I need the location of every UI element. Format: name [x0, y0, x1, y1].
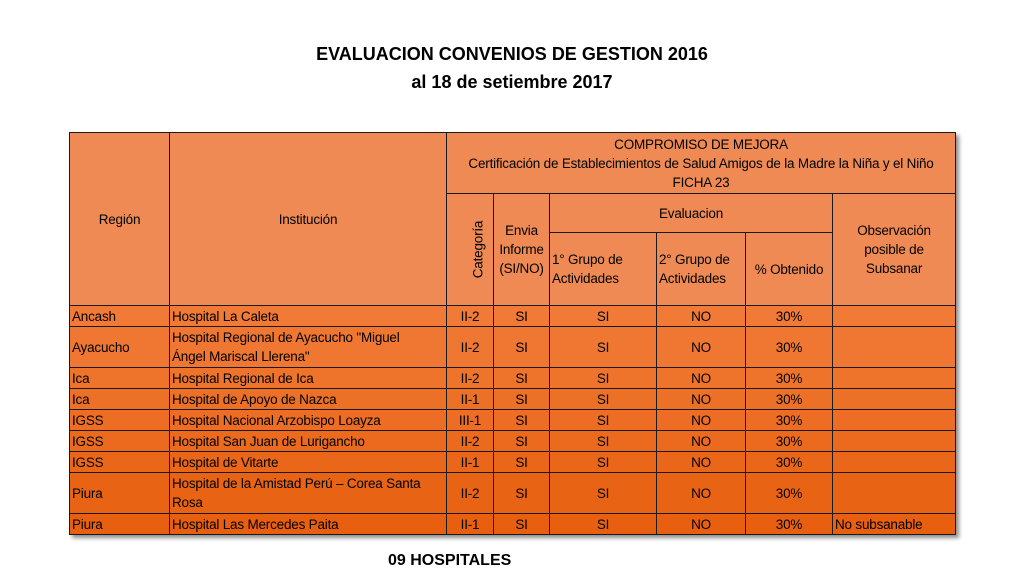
cell-institucion-line1: Hospital San Juan de Lurigancho [172, 433, 365, 449]
table-row [70, 368, 956, 389]
cell-obtenido: 30% [746, 306, 833, 327]
cell-categoria: II-2 [447, 368, 494, 389]
cell-envia: SI [494, 368, 550, 389]
header-observacion-line3: Subsanar [865, 261, 923, 276]
cell-grupo2: NO [657, 452, 746, 473]
cell-observacion [833, 473, 956, 514]
cell-grupo1: SI [550, 389, 657, 410]
cell-categoria: II-1 [447, 514, 494, 535]
cell-observacion [833, 452, 956, 473]
cell-categoria: II-2 [447, 473, 494, 514]
header-observacion-line1: Observación [857, 223, 931, 238]
page-title: EVALUACION CONVENIOS DE GESTION 2016 [316, 44, 708, 64]
cell-obtenido: 30% [746, 327, 833, 368]
table-row [70, 389, 956, 410]
cell-region: Ica [70, 389, 170, 410]
page-subtitle: al 18 de setiembre 2017 [411, 72, 613, 92]
cell-grupo2: NO [657, 306, 746, 327]
cell-institucion-line1: Hospital Regional de Ayacucho "Miguel [172, 330, 400, 345]
cell-envia: SI [494, 514, 550, 535]
hospital-count: 09 HOSPITALES [388, 552, 512, 569]
cell-categoria: II-2 [447, 327, 494, 368]
header-categoria-label: Categoría [470, 220, 486, 279]
cell-grupo1: SI [550, 368, 657, 389]
table-body [70, 306, 956, 535]
cell-envia: SI [494, 389, 550, 410]
cell-grupo1: SI [550, 306, 657, 327]
cell-categoria: III-1 [447, 410, 494, 431]
table-row [70, 306, 956, 327]
table-row [70, 514, 956, 535]
header-grupo2-line2: Actividades [659, 271, 726, 286]
table-row [70, 452, 956, 473]
header-envia [494, 194, 550, 306]
cell-institucion-line1: Hospital La Caleta [172, 308, 279, 324]
cell-institucion-line1: Hospital de la Amistad Perú – Corea Santa [172, 476, 421, 491]
cell-institucion-line1: Hospital de Apoyo de Nazca [172, 391, 337, 407]
cell-categoria: II-2 [447, 431, 494, 452]
header-evaluacion: Evaluacion [550, 194, 833, 233]
cell-institucion [170, 389, 447, 410]
cell-institucion [170, 306, 447, 327]
cell-institucion-line1: Hospital Regional de Ica [172, 370, 314, 386]
cell-obtenido: 30% [746, 452, 833, 473]
cell-envia: SI [494, 327, 550, 368]
table-row [70, 431, 956, 452]
cell-region: IGSS [70, 431, 170, 452]
cell-grupo2: NO [657, 389, 746, 410]
cell-grupo1: SI [550, 514, 657, 535]
cell-grupo1: SI [550, 452, 657, 473]
table-row [70, 473, 956, 514]
cell-grupo2: NO [657, 368, 746, 389]
cell-institucion-line1: Hospital de Vitarte [172, 454, 279, 470]
cell-categoria: II-1 [447, 452, 494, 473]
cell-observacion [833, 327, 956, 368]
cell-envia: SI [494, 431, 550, 452]
cell-institucion-line2: Ángel Mariscal Llerena" [172, 349, 310, 364]
cell-region: Ayacucho [70, 327, 170, 368]
cell-envia: SI [494, 306, 550, 327]
cell-envia: SI [494, 452, 550, 473]
header-categoria [447, 194, 494, 306]
cell-region: Ancash [70, 306, 170, 327]
cell-institucion [170, 368, 447, 389]
cell-obtenido: 30% [746, 431, 833, 452]
cell-institucion [170, 327, 447, 368]
cell-categoria: II-1 [447, 389, 494, 410]
header-envia-line1: Envia [505, 223, 538, 238]
cell-institucion-line1: Hospital Las Mercedes Paita [172, 516, 339, 532]
header-obtenido: % Obtenido [746, 233, 833, 306]
header-envia-line2: Informe [499, 242, 544, 257]
cell-region: IGSS [70, 452, 170, 473]
header-envia-line3: (SI/NO) [499, 261, 544, 276]
header-grupo1-line1: 1° Grupo de [552, 252, 623, 267]
cell-observacion [833, 431, 956, 452]
header-compromiso-title: COMPROMISO DE MEJORA [614, 136, 788, 152]
cell-obtenido: 30% [746, 473, 833, 514]
cell-obtenido: 30% [746, 389, 833, 410]
header-region: Región [70, 133, 170, 306]
evaluation-table [69, 132, 956, 535]
header-ficha: FICHA 23 [672, 174, 730, 190]
cell-categoria: II-2 [447, 306, 494, 327]
cell-grupo1: SI [550, 473, 657, 514]
cell-institucion [170, 452, 447, 473]
header-grupo2-line1: 2° Grupo de [659, 252, 730, 267]
cell-grupo2: NO [657, 473, 746, 514]
cell-grupo1: SI [550, 327, 657, 368]
header-institucion: Institución [170, 133, 447, 306]
cell-grupo2: NO [657, 431, 746, 452]
cell-observacion [833, 306, 956, 327]
cell-grupo2: NO [657, 327, 746, 368]
cell-observacion [833, 410, 956, 431]
cell-institucion-line2: Rosa [172, 495, 203, 510]
cell-region: Piura [70, 473, 170, 514]
header-grupo1-line2: Actividades [552, 271, 619, 286]
cell-region: Ica [70, 368, 170, 389]
header-observacion [833, 194, 956, 306]
cell-institucion [170, 410, 447, 431]
cell-observacion: No subsanable [833, 514, 956, 535]
cell-region: IGSS [70, 410, 170, 431]
cell-institucion [170, 514, 447, 535]
cell-obtenido: 30% [746, 410, 833, 431]
cell-institucion-line1: Hospital Nacional Arzobispo Loayza [172, 412, 381, 428]
table-row [70, 327, 956, 368]
cell-institucion [170, 473, 447, 514]
cell-envia: SI [494, 473, 550, 514]
header-grupo2 [657, 233, 746, 306]
cell-grupo2: NO [657, 514, 746, 535]
cell-observacion [833, 368, 956, 389]
header-certificacion: Certificación de Establecimientos de Salud Amigos de la Madre la Niña y el Niño [468, 155, 934, 171]
cell-grupo1: SI [550, 431, 657, 452]
cell-region: Piura [70, 514, 170, 535]
table-row [70, 410, 956, 431]
cell-grupo1: SI [550, 410, 657, 431]
cell-observacion [833, 389, 956, 410]
cell-institucion [170, 431, 447, 452]
header-grupo1 [550, 233, 657, 306]
cell-envia: SI [494, 410, 550, 431]
cell-grupo2: NO [657, 410, 746, 431]
header-compromiso [447, 133, 956, 194]
cell-obtenido: 30% [746, 368, 833, 389]
header-observacion-line2: posible de [864, 242, 924, 257]
cell-obtenido: 30% [746, 514, 833, 535]
